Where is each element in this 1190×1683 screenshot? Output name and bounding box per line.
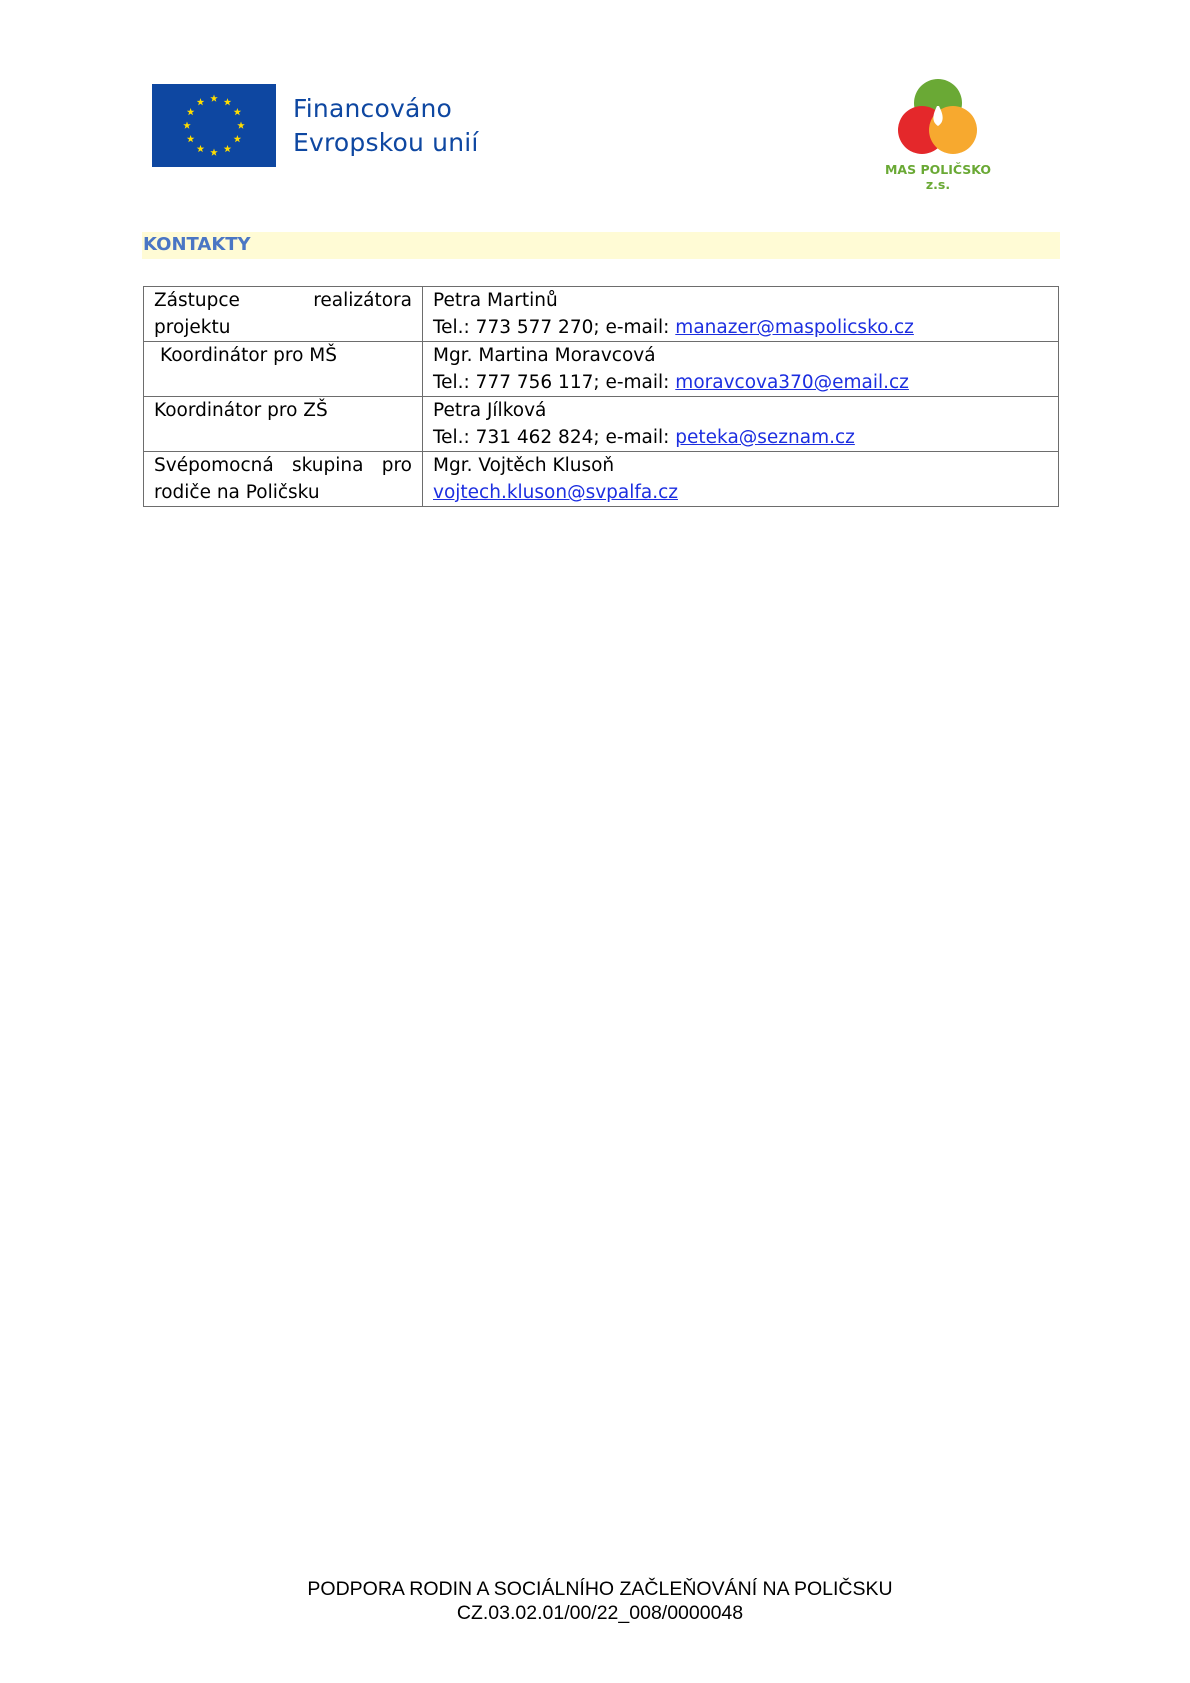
- eu-funding-logo: [152, 84, 479, 167]
- contact-details: [423, 287, 1059, 342]
- contact-details: [423, 452, 1059, 507]
- contact-email-link[interactable]: peteka@seznam.cz: [675, 427, 855, 448]
- contact-role: Zástupce realizátora projektu: [144, 287, 423, 342]
- eu-funding-line2: Evropskou unií: [293, 127, 479, 157]
- eu-funding-line1: Financováno: [293, 93, 453, 123]
- contact-role: Svépomocná skupina pro rodiče na Poličsku: [144, 452, 423, 507]
- contact-email-link[interactable]: vojtech.kluson@svpalfa.cz: [433, 482, 678, 503]
- table-row: [144, 452, 1059, 507]
- contact-name: Mgr. Vojtěch Klusoň: [433, 455, 615, 476]
- contact-details: [423, 397, 1059, 452]
- table-row: [144, 342, 1059, 397]
- mas-circles-icon: [878, 76, 998, 160]
- contact-line: [433, 479, 1048, 506]
- footer-project-title: PODPORA RODIN A SOCIÁLNÍHO ZAČLEŇOVÁNÍ NA POLIČSKU: [307, 1578, 893, 1600]
- contact-name: Petra Jílková: [433, 400, 547, 421]
- contact-phone: Tel.: 731 462 824; e-mail:: [433, 427, 676, 448]
- table-row: [144, 397, 1059, 452]
- page-footer: [0, 1577, 1190, 1625]
- contact-email-link[interactable]: manazer@maspolicsko.cz: [675, 317, 914, 338]
- section-heading-bar: [142, 232, 1060, 259]
- contact-name: Mgr. Martina Moravcová: [433, 345, 656, 366]
- contact-role: Koordinátor pro MŠ: [144, 342, 423, 397]
- contact-line: [433, 424, 1048, 451]
- contact-phone: Tel.: 773 577 270; e-mail:: [433, 317, 676, 338]
- eu-funding-text: [293, 92, 479, 160]
- contact-email-link[interactable]: moravcova370@email.cz: [675, 372, 909, 393]
- eu-flag-icon: [152, 84, 276, 167]
- contact-name: Petra Martinů: [433, 290, 558, 311]
- mas-logo-name: MAS POLIČSKO z.s.: [884, 162, 992, 192]
- table-row: [144, 287, 1059, 342]
- contact-phone: Tel.: 777 756 117; e-mail:: [433, 372, 676, 393]
- contacts-table: [143, 286, 1059, 507]
- footer-project-code: CZ.03.02.01/00/22_008/0000048: [456, 1602, 744, 1624]
- contact-details: [423, 342, 1059, 397]
- section-title: KONTAKTY: [143, 234, 251, 255]
- contact-line: [433, 314, 1048, 341]
- contact-role: Koordinátor pro ZŠ: [144, 397, 423, 452]
- contact-line: [433, 369, 1048, 396]
- mas-policsko-logo: [878, 76, 998, 192]
